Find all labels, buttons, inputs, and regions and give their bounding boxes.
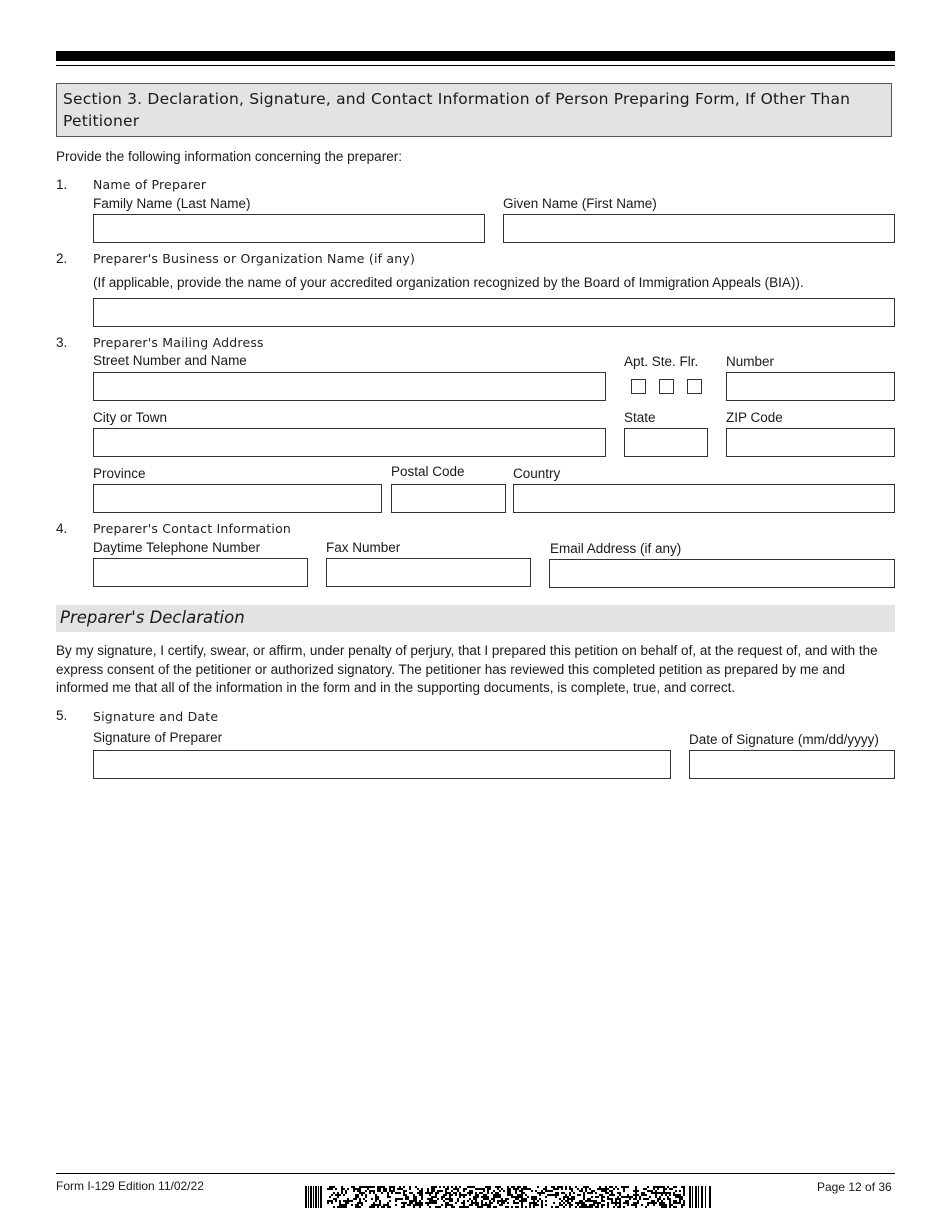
email-label: Email Address (if any) xyxy=(550,541,682,556)
section-title: Section 3. Declaration, Signature, and Contact Information of Person Preparing Form, If Other Than Petitioner xyxy=(63,90,851,130)
signature-date-heading: Signature and Date xyxy=(93,709,219,724)
item-number-2: 2. xyxy=(56,251,68,266)
street-label: Street Number and Name xyxy=(93,353,247,368)
date-label: Date of Signature (mm/dd/yyyy) xyxy=(689,732,879,747)
signature-field[interactable] xyxy=(93,750,671,779)
mailing-address-heading: Preparer's Mailing Address xyxy=(93,335,264,350)
city-field[interactable] xyxy=(93,428,606,457)
given-name-field[interactable] xyxy=(503,214,895,243)
business-name-heading: Preparer's Business or Organization Name (if any) xyxy=(93,251,416,266)
flr-checkbox[interactable] xyxy=(687,379,702,394)
fax-label: Fax Number xyxy=(326,540,401,555)
apt-checkbox[interactable] xyxy=(631,379,646,394)
apt-ste-flr-label: Apt. Ste. Flr. xyxy=(624,354,699,369)
email-field[interactable] xyxy=(549,559,895,588)
province-label: Province xyxy=(93,466,146,481)
name-of-preparer-heading: Name of Preparer xyxy=(93,177,207,192)
signature-label: Signature of Preparer xyxy=(93,730,223,745)
contact-info-heading: Preparer's Contact Information xyxy=(93,521,292,536)
unit-number-label: Number xyxy=(726,354,775,369)
barcode-image xyxy=(305,1186,713,1208)
family-name-label: Family Name (Last Name) xyxy=(93,196,251,211)
phone-label: Daytime Telephone Number xyxy=(93,540,261,555)
postal-code-field[interactable] xyxy=(391,484,506,513)
zip-label: ZIP Code xyxy=(726,410,783,425)
state-field[interactable] xyxy=(624,428,708,457)
declaration-title: Preparer's Declaration xyxy=(60,608,245,627)
province-field[interactable] xyxy=(93,484,382,513)
country-field[interactable] xyxy=(513,484,895,513)
fax-field[interactable] xyxy=(326,558,531,587)
section-header xyxy=(56,83,892,137)
state-label: State xyxy=(624,410,656,425)
form-edition: Form I-129 Edition 11/02/22 xyxy=(56,1179,204,1193)
country-label: Country xyxy=(513,466,561,481)
street-field[interactable] xyxy=(93,372,606,401)
declaration-text: By my signature, I certify, swear, or affirm, under penalty of perjury, that I prepared this petition on behalf of, at the request of, and with the express consent of the petitioner or authorized signatory. The petitioner has reviewed this completed petition as prepared by me and informed me that all of the information in the form and in the supporting documents, is complete, true, and correct. xyxy=(56,643,878,695)
given-name-label: Given Name (First Name) xyxy=(503,196,657,211)
item-number-3: 3. xyxy=(56,335,68,350)
unit-number-field[interactable] xyxy=(726,372,895,401)
city-label: City or Town xyxy=(93,410,168,425)
item-number-5: 5. xyxy=(56,708,68,723)
item-number-1: 1. xyxy=(56,177,68,192)
top-thin-rule xyxy=(56,65,895,66)
family-name-field[interactable] xyxy=(93,214,485,243)
organization-name-field[interactable] xyxy=(93,298,895,327)
phone-field[interactable] xyxy=(93,558,308,587)
date-field[interactable] xyxy=(689,750,895,779)
intro-text: Provide the following information concerning the preparer: xyxy=(56,149,402,164)
item-number-4: 4. xyxy=(56,521,68,536)
zip-field[interactable] xyxy=(726,428,895,457)
top-thick-rule xyxy=(56,51,895,61)
ste-checkbox[interactable] xyxy=(659,379,674,394)
page-number: Page 12 of 36 xyxy=(817,1180,892,1194)
footer-rule xyxy=(56,1173,895,1174)
postal-code-label: Postal Code xyxy=(391,464,465,479)
bia-note: (If applicable, provide the name of your accredited organization recognized by the Board of Immigration Appeals (BIA)). xyxy=(93,275,804,290)
